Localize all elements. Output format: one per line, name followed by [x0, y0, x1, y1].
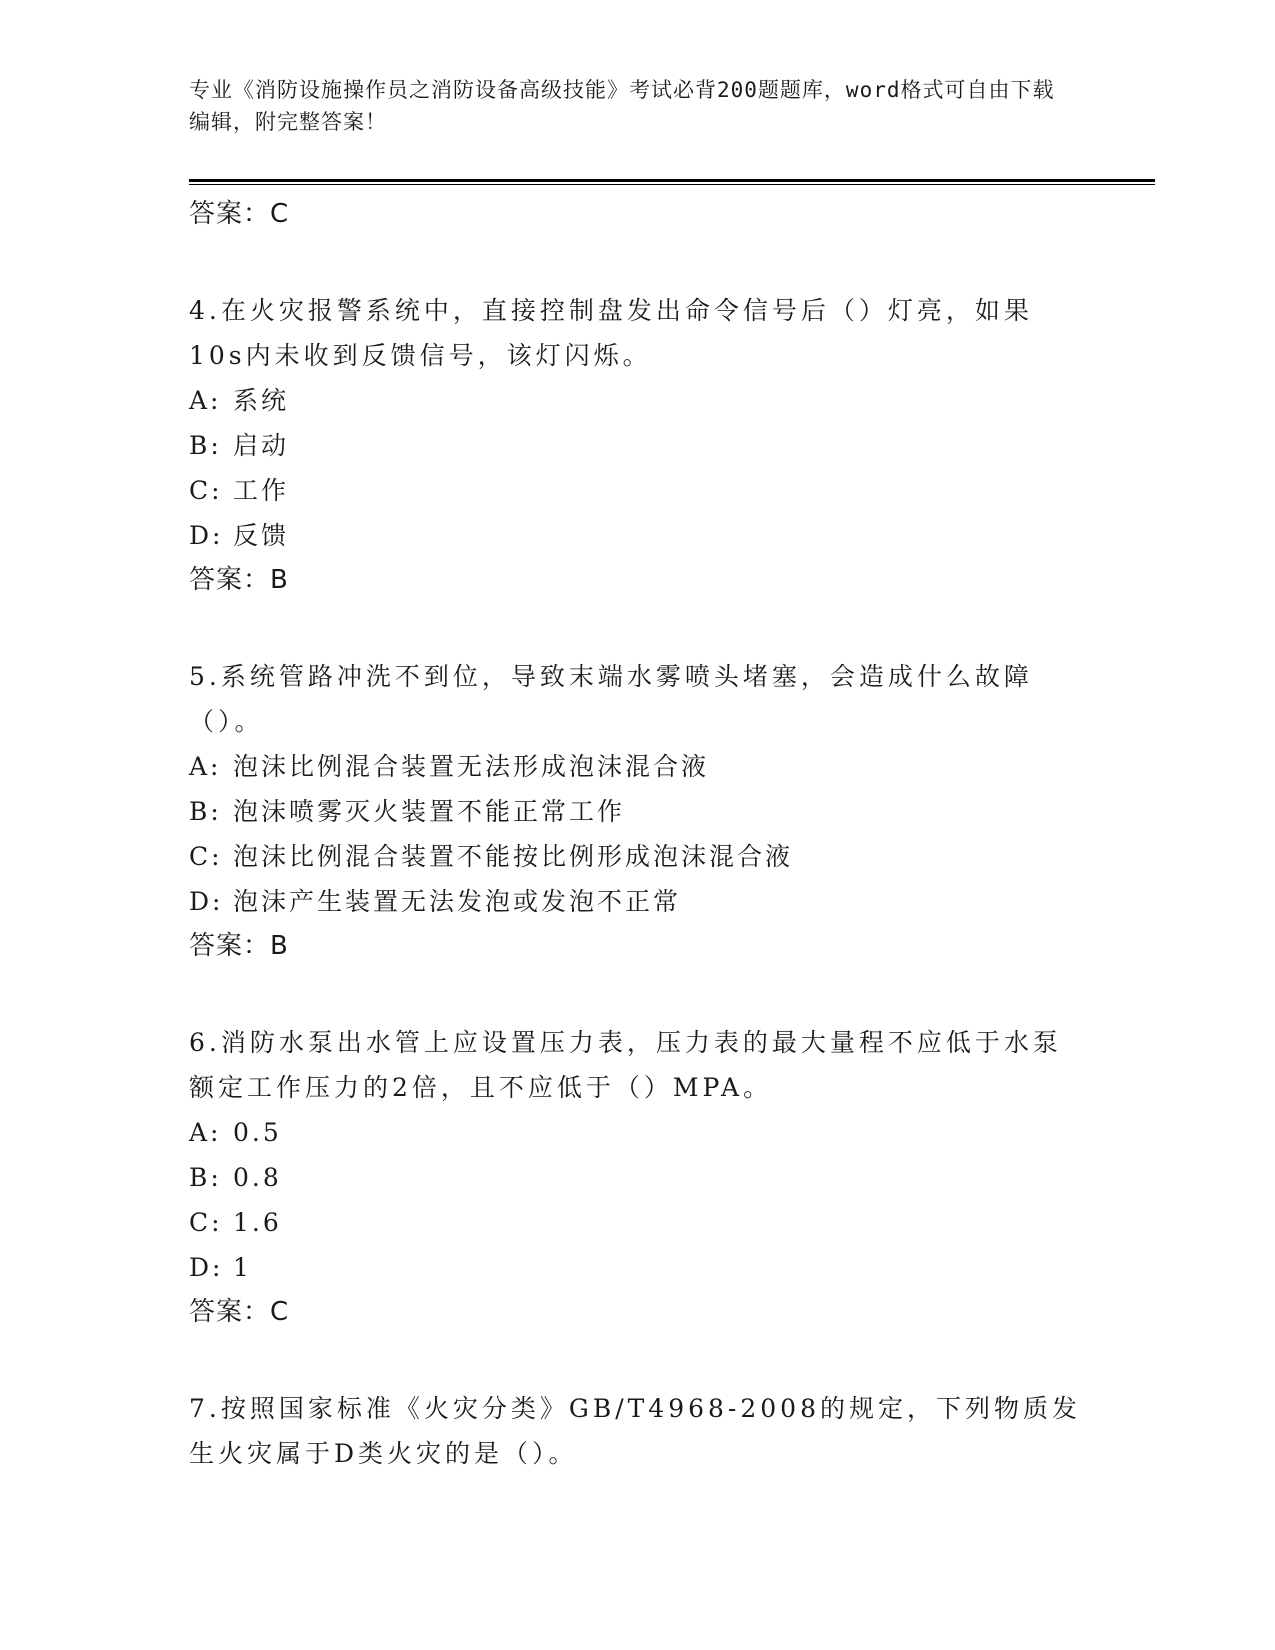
option-key: D: [189, 1253, 224, 1282]
option-value: 1.6 [233, 1208, 282, 1237]
option-key: B: [189, 1163, 222, 1192]
question-text: 7.按照国家标准《火灾分类》GB/T4968-2008的规定，下列物质发生火灾属于D类火灾的是（）。 [189, 1394, 1081, 1468]
option-key: A: [189, 1118, 222, 1147]
option-value: 启动 [233, 431, 290, 460]
question-block [189, 1386, 1089, 1476]
option-c [189, 834, 1089, 879]
document-header: 专业《消防设施操作员之消防设备高级技能》考试必背200题题库，word格式可自由下载编辑，附完整答案！ [189, 78, 1055, 134]
option-value: 0.8 [233, 1163, 282, 1192]
answer-line: 答案：C [189, 199, 290, 229]
option-d [189, 1245, 1089, 1290]
option-key: C: [189, 842, 223, 871]
question-text: 4.在火灾报警系统中，直接控制盘发出命令信号后（）灯亮，如果10s内未收到反馈信号，该灯闪烁。 [189, 296, 1033, 370]
header-divider-thick [189, 179, 1155, 182]
option-key: D: [189, 521, 224, 550]
option-key: B: [189, 431, 222, 460]
option-key: A: [189, 386, 222, 415]
question-text: 5.系统管路冲洗不到位，导致末端水雾喷头堵塞，会造成什么故障（）。 [189, 662, 1033, 736]
question-block [189, 1020, 1089, 1330]
option-d [189, 513, 1089, 558]
option-value: 0.5 [233, 1118, 282, 1147]
answer-line: 答案：B [189, 931, 289, 961]
option-c [189, 1200, 1089, 1245]
question-block [189, 654, 1089, 964]
header-divider-thin [189, 184, 1155, 185]
option-d [189, 879, 1089, 924]
answer-line: 答案：C [189, 1297, 290, 1327]
option-a [189, 1110, 1089, 1155]
option-key: D: [189, 887, 224, 916]
option-value: 工作 [233, 476, 290, 505]
question-text: 6.消防水泵出水管上应设置压力表，压力表的最大量程不应低于水泵额定工作压力的2倍，且不应低于（）MPA。 [189, 1028, 1062, 1102]
option-b [189, 423, 1089, 468]
option-key: A: [189, 752, 222, 781]
question-block [189, 288, 1089, 598]
option-key: B: [189, 797, 222, 826]
option-key: C: [189, 476, 223, 505]
option-b [189, 1155, 1089, 1200]
question-list [189, 192, 1089, 1476]
option-value: 泡沫喷雾灭火装置不能正常工作 [233, 797, 626, 826]
option-value: 泡沫产生装置无法发泡或发泡不正常 [233, 887, 682, 916]
option-a [189, 378, 1089, 423]
option-key: C: [189, 1208, 223, 1237]
option-value: 反馈 [233, 521, 290, 550]
option-value: 1 [233, 1253, 252, 1282]
answer-line: 答案：B [189, 565, 289, 595]
option-c [189, 468, 1089, 513]
option-value: 系统 [233, 386, 290, 415]
option-b [189, 789, 1089, 834]
option-a [189, 744, 1089, 789]
option-value: 泡沫比例混合装置不能按比例形成泡沫混合液 [233, 842, 794, 871]
option-value: 泡沫比例混合装置无法形成泡沫混合液 [233, 752, 710, 781]
